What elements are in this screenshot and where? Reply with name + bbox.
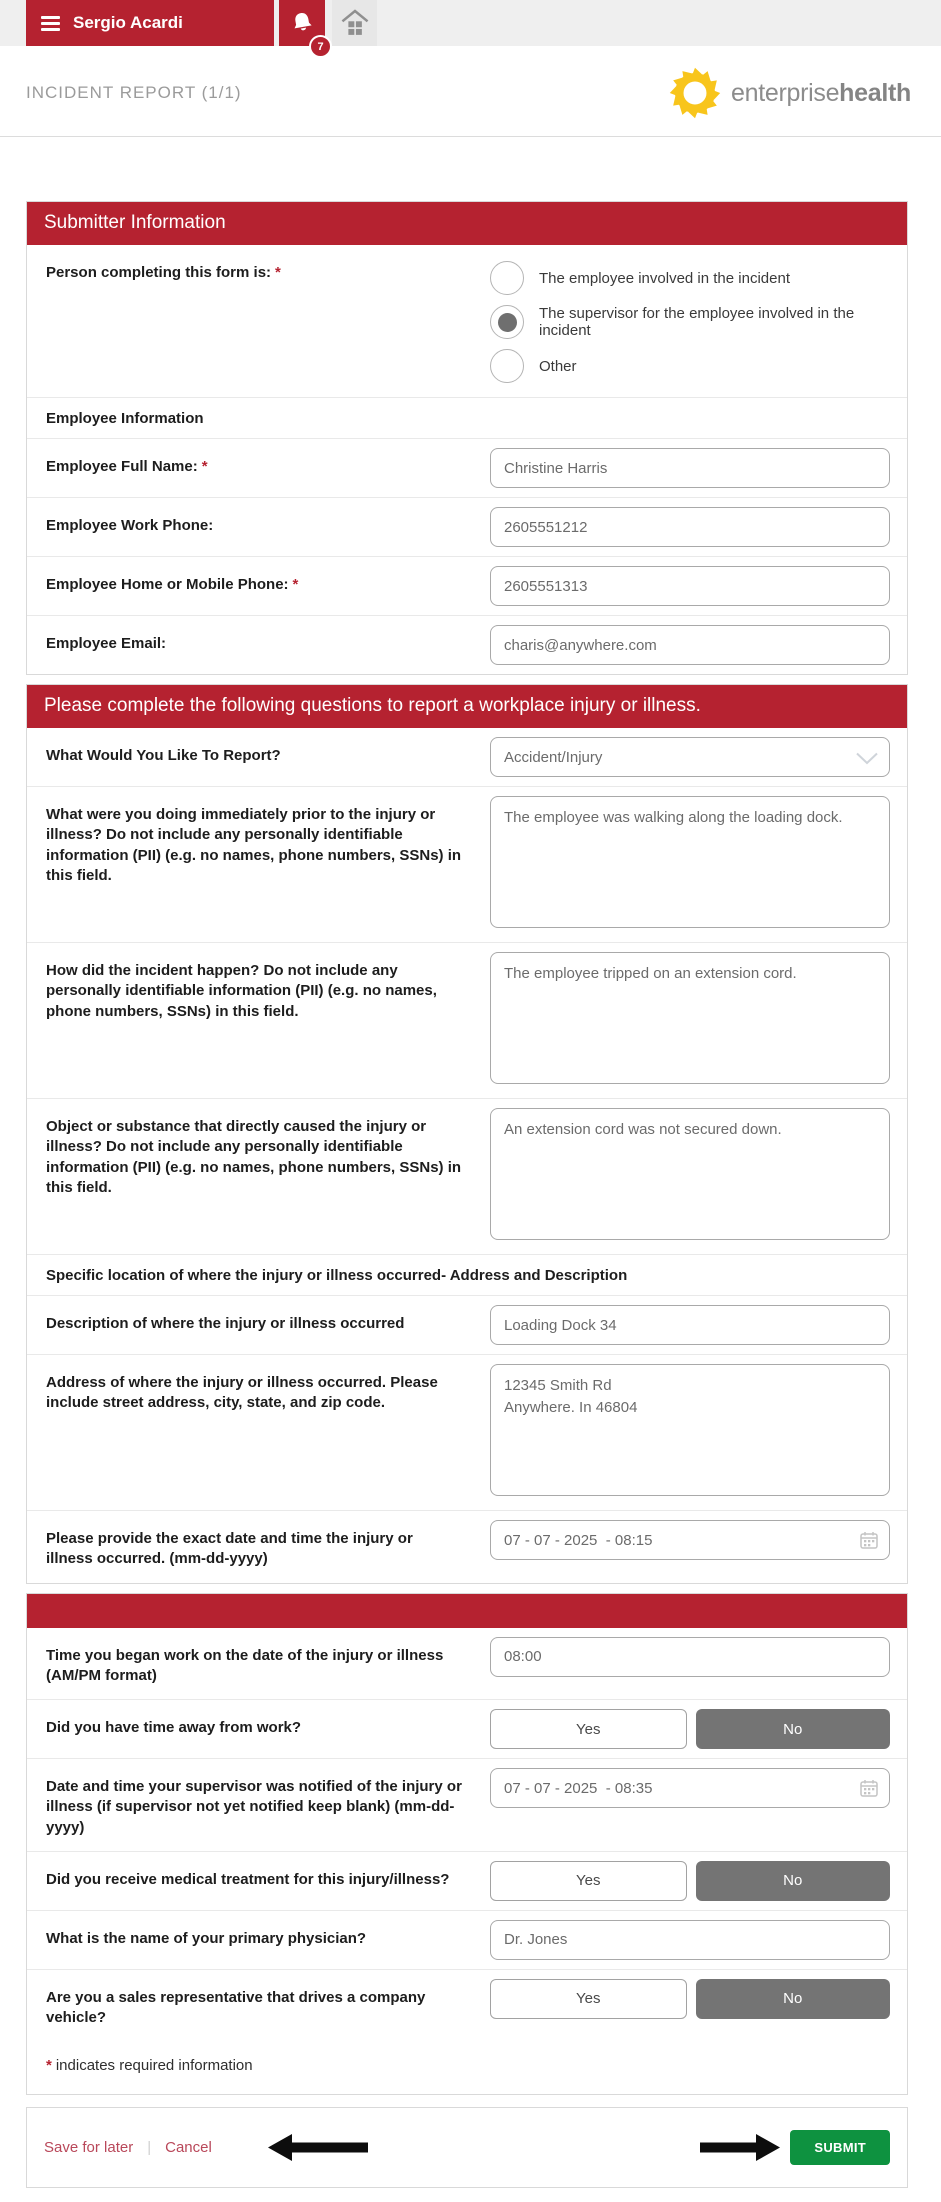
occurred-datetime-row <box>27 1510 907 1583</box>
report-type-row <box>27 728 907 786</box>
notifications-button[interactable] <box>279 0 325 53</box>
footer-link-separator: | <box>147 2139 152 2157</box>
incident-section-header: Please complete the following questions to report a workplace injury or illness. <box>27 685 907 728</box>
submitter-information-section <box>26 201 908 675</box>
medical-treatment-row <box>27 1851 907 1910</box>
object-substance-textarea[interactable] <box>490 1108 890 1240</box>
report-type-label: What Would You Like To Report? <box>46 747 281 764</box>
how-happened-label: How did the incident happen? Do not include any personally identifiable information (PII) (e.g. no names, phone numbers, SSNs) in this field. <box>46 962 437 1020</box>
employee-email-row <box>27 615 907 674</box>
notification-count-badge: 7 <box>309 35 332 58</box>
radio-option-other[interactable]: Other <box>490 344 890 388</box>
employee-full-name-label: Employee Full Name: * <box>46 458 208 475</box>
chevron-down-icon[interactable] <box>855 752 879 770</box>
prior-activity-textarea[interactable] <box>490 796 890 928</box>
required-asterisk: * <box>275 264 281 281</box>
required-information-note: * indicates required information <box>46 2057 253 2075</box>
location-address-row <box>27 1354 907 1510</box>
employee-work-phone-row <box>27 497 907 556</box>
employee-mobile-phone-input[interactable] <box>490 566 890 606</box>
sales-rep-row <box>27 1969 907 2042</box>
object-substance-row <box>27 1098 907 1254</box>
person-completing-row <box>27 245 907 397</box>
supervisor-notified-row <box>27 1758 907 1851</box>
location-address-label: Address of where the injury or illness occurred. Please include street address, city, state, and zip code. <box>46 1374 438 1412</box>
specific-location-heading: Specific location of where the injury or illness occurred- Address and Description <box>27 1254 907 1295</box>
employee-work-phone-input[interactable] <box>490 507 890 547</box>
page-title: INCIDENT REPORT (1/1) <box>26 83 242 102</box>
user-name: Sergio Acardi <box>73 13 183 32</box>
location-address-textarea[interactable] <box>490 1364 890 1496</box>
radio-option-supervisor[interactable]: The supervisor for the employee involved in the incident <box>490 300 890 344</box>
person-completing-label: Person completing this form is: * <box>46 264 281 281</box>
time-away-no-button[interactable]: No <box>696 1709 891 1749</box>
bell-icon <box>286 7 317 38</box>
prior-activity-label: What were you doing immediately prior to the injury or illness? Do not include any personally identifiable information (PII) (e.g. no names, phone numbers, SSNs) in this field. <box>46 806 462 884</box>
prior-activity-row <box>27 786 907 942</box>
enterprise-health-logo <box>668 66 911 120</box>
medical-treatment-yes-button[interactable]: Yes <box>490 1861 687 1901</box>
sales-rep-label: Are you a sales representative that drives a company vehicle? <box>46 1988 426 2026</box>
sales-rep-no-button[interactable]: No <box>696 1979 891 2019</box>
user-menu-button[interactable] <box>26 0 274 46</box>
time-began-row <box>27 1628 907 1700</box>
employee-full-name-input[interactable] <box>490 448 890 488</box>
radio-option-employee[interactable]: The employee involved in the incident <box>490 256 890 300</box>
time-away-row <box>27 1699 907 1758</box>
employee-mobile-phone-label: Employee Home or Mobile Phone: * <box>46 576 299 593</box>
time-began-label: Time you began work on the date of the injury or illness (AM/PM format) <box>46 1646 444 1684</box>
submit-button[interactable]: SUBMIT <box>790 2130 890 2165</box>
required-asterisk: * <box>292 576 299 593</box>
supervisor-notified-label: Date and time your supervisor was notified of the injury or illness (if supervisor not yet notified keep blank) (mm-dd-yyyy) <box>46 1778 462 1836</box>
submitter-section-header: Submitter Information <box>27 202 907 245</box>
location-description-row <box>27 1295 907 1354</box>
time-away-toggle <box>490 1709 890 1749</box>
how-happened-row <box>27 942 907 1098</box>
sales-rep-yes-button[interactable]: Yes <box>490 1979 687 2019</box>
employee-email-label: Employee Email: <box>46 635 167 652</box>
employee-information-heading: Employee Information <box>27 397 907 438</box>
required-asterisk: * <box>46 2057 52 2075</box>
cancel-link[interactable]: Cancel <box>165 2139 212 2157</box>
time-away-yes-button[interactable]: Yes <box>490 1709 687 1749</box>
employee-mobile-phone-row <box>27 556 907 615</box>
physician-row <box>27 1910 907 1969</box>
page-header <box>0 46 941 137</box>
home-icon <box>339 7 371 39</box>
medical-treatment-no-button[interactable]: No <box>696 1861 891 1901</box>
location-description-label: Description of where the injury or illness occurred <box>46 1315 405 1332</box>
radio-button[interactable] <box>490 349 524 383</box>
sunflower-logo-icon <box>668 66 722 120</box>
annotation-arrow-right <box>700 2134 780 2161</box>
spacer <box>0 137 941 201</box>
time-began-input[interactable] <box>490 1637 890 1677</box>
radio-button[interactable] <box>490 261 524 295</box>
radio-button-selected[interactable] <box>490 305 524 339</box>
calendar-icon[interactable] <box>859 1778 879 1803</box>
employee-full-name-row <box>27 438 907 497</box>
logo-wordmark: enterprisehealth <box>731 78 911 107</box>
supervisor-notified-input[interactable] <box>490 1768 890 1808</box>
physician-input[interactable] <box>490 1920 890 1960</box>
location-description-input[interactable] <box>490 1305 890 1345</box>
time-away-label: Did you have time away from work? <box>46 1719 302 1736</box>
form-footer <box>26 2107 908 2188</box>
hamburger-menu-icon <box>41 16 60 31</box>
followup-section-header <box>27 1594 907 1628</box>
followup-questions-section <box>26 1593 908 2096</box>
medical-treatment-toggle <box>490 1861 890 1901</box>
required-asterisk: * <box>201 458 208 475</box>
medical-treatment-label: Did you receive medical treatment for this injury/illness? <box>46 1870 450 1888</box>
save-for-later-link[interactable]: Save for later <box>44 2139 134 2157</box>
annotation-arrow-left <box>268 2134 368 2161</box>
physician-label: What is the name of your primary physician? <box>46 1929 367 1947</box>
object-substance-label: Object or substance that directly caused the injury or illness? Do not include any personally identifiable information (PII) (e.g. no names, phone numbers, SSNs) in this field. <box>46 1118 462 1196</box>
calendar-icon[interactable] <box>859 1530 879 1555</box>
incident-questions-section <box>26 684 908 1584</box>
top-navigation-bar <box>0 0 941 53</box>
employee-email-input[interactable] <box>490 625 890 665</box>
home-button[interactable] <box>332 0 377 46</box>
person-completing-radio-group <box>490 254 890 388</box>
occurred-datetime-input[interactable] <box>490 1520 890 1560</box>
employee-work-phone-label: Employee Work Phone: <box>46 517 214 534</box>
sales-rep-toggle <box>490 1979 890 2019</box>
how-happened-textarea[interactable] <box>490 952 890 1084</box>
occurred-datetime-label: Please provide the exact date and time the injury or illness occurred. (mm-dd-yyyy) <box>46 1530 413 1568</box>
report-type-select[interactable]: Accident/Injury <box>490 737 890 777</box>
